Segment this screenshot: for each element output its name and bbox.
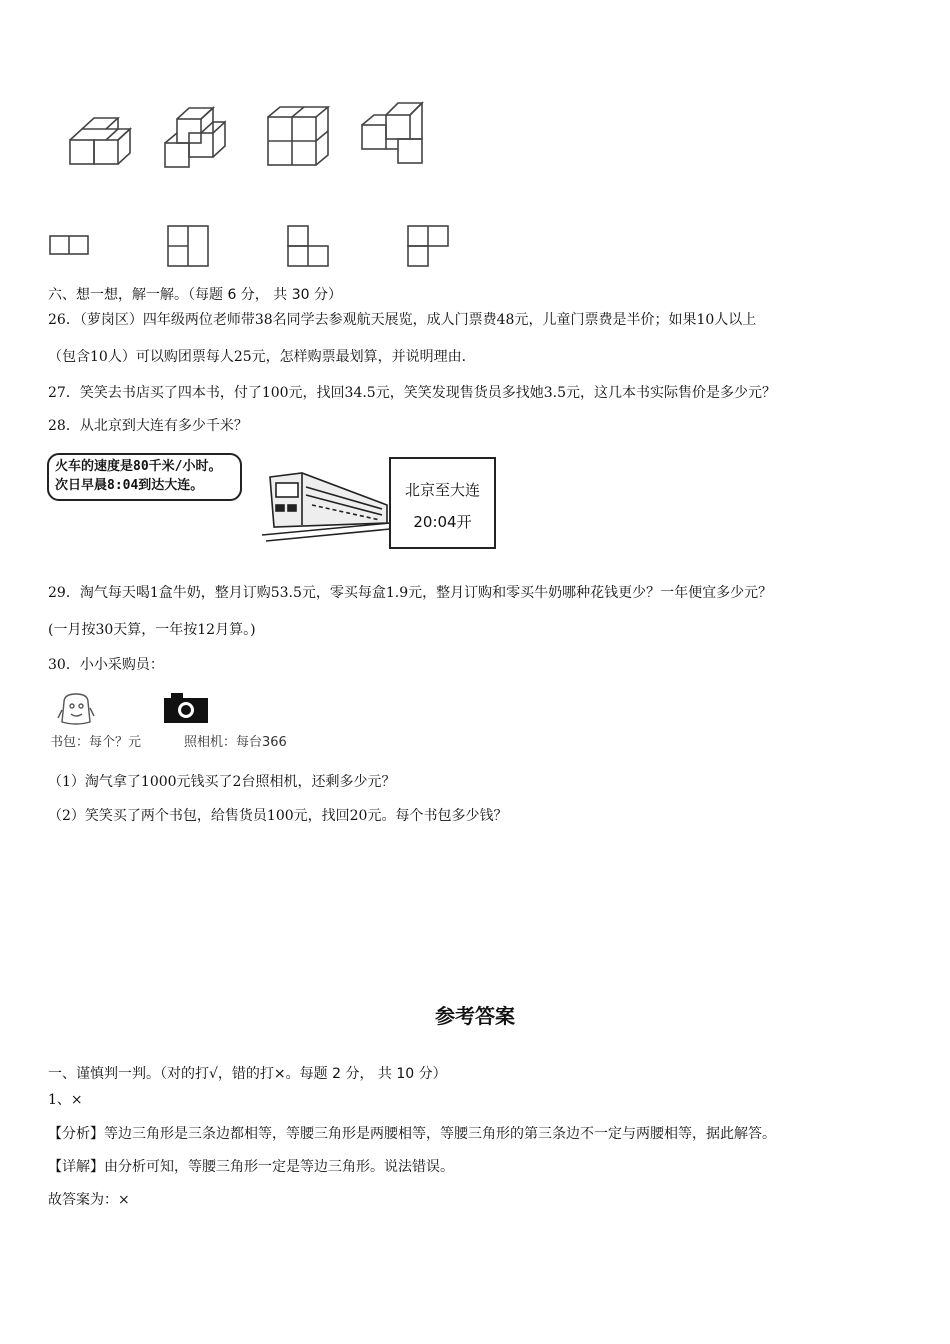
view-figure-4 xyxy=(408,226,448,266)
view-figure-3 xyxy=(288,226,328,266)
section6-heading: 六、想一想，解一解。（每题 6 分， 共 30 分） xyxy=(48,287,342,303)
cube-figure-4 xyxy=(362,103,422,163)
q30-sub2: （2）笑笑买了两个书包，给售货员100元，找回20元。每个书包多少钱？ xyxy=(48,808,508,824)
answer-final: 故答案为：× xyxy=(48,1192,130,1208)
camera-icon xyxy=(163,692,209,724)
q26-line1: 26．（萝岗区）四年级两位老师带38名同学去参观航天展览，成人门票费48元，儿童门票费是半价；如果10人以上 xyxy=(48,312,757,328)
answer-1: 1、× xyxy=(48,1092,83,1108)
cube-figure-2 xyxy=(165,108,225,167)
q26-line2: （包含10人）可以购团票每人25元，怎样购票最划算，并说明理由． xyxy=(48,349,476,365)
speech-bubble xyxy=(47,453,242,501)
q27-text: 27．笑笑去书店买了四本书，付了100元，找回34.5元，笑笑发现售货员多找她3.5元，这几本书实际售价是多少元？ xyxy=(48,385,776,401)
view-figure-1 xyxy=(50,236,88,254)
bag-caption: 书包：每个？元 xyxy=(50,735,142,750)
answers-title: 参考答案 xyxy=(435,1004,515,1028)
bubble-line2: 次日早晨8:04到达大连。 xyxy=(55,478,204,493)
q30-sub1: （1）淘气拿了1000元钱买了2台照相机，还剩多少元？ xyxy=(48,774,396,790)
answer-detail: 【详解】由分析可知，等腰三角形一定是等边三角形。说法错误。 xyxy=(48,1159,454,1175)
cube-figures xyxy=(40,95,460,275)
school-bag-icon xyxy=(56,690,98,728)
view-figure-2 xyxy=(168,226,208,266)
departure-sign xyxy=(389,457,496,549)
answers-section1-heading: 一、谨慎判一判。（对的打√，错的打×。每题 2 分， 共 10 分） xyxy=(48,1066,447,1082)
q29-line1: 29．淘气每天喝1盒牛奶，整月订购53.5元，零买每盒1.9元，整月订购和零买牛奶哪种花钱更少？一年便宜多少元？ xyxy=(48,585,773,601)
cube-figure-1 xyxy=(70,118,130,164)
answer-analysis: 【分析】等边三角形是三条边都相等，等腰三角形是两腰相等，等腰三角形的第三条边不一定与两腰相等，据此解答。 xyxy=(48,1126,776,1142)
q28-text: 28．从北京到大连有多少千米？ xyxy=(48,418,248,434)
train-illustration xyxy=(262,465,392,545)
cube-figure-3 xyxy=(268,107,328,165)
sign-line1: 北京至大连 xyxy=(404,481,480,499)
q30-text: 30．小小采购员： xyxy=(48,657,164,673)
sign-line2: 20:04开 xyxy=(413,513,472,531)
camera-caption: 照相机：每台366 xyxy=(184,735,287,750)
q29-line2: (一月按30天算，一年按12月算。) xyxy=(48,622,256,638)
bubble-line1: 火车的速度是80千米/小时。 xyxy=(55,459,222,474)
